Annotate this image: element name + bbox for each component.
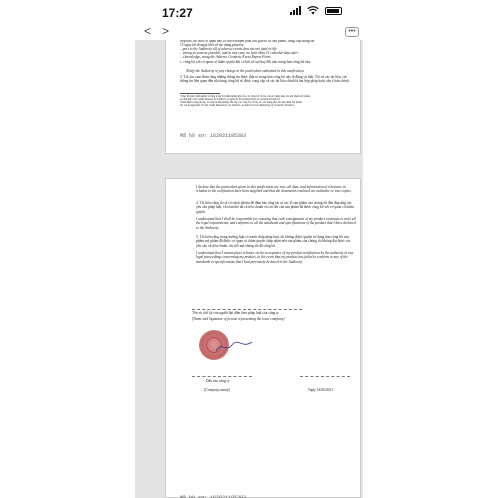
document-page-1 xyxy=(165,40,361,154)
battery-icon xyxy=(325,7,342,15)
page1-footnote1: ¹ Mục đã được định nghĩa về rằng trong Tài liệu hướng dẫn cho các công bố về báo cáo tác dụng phụ của sản phẩm mỹ phẩm. xyxy=(180,95,311,98)
page1-footnote2: As defined in the Guide Manual for Industry on Adverse Event Reporting of Cosmetics Products xyxy=(180,98,280,101)
page1-document-id: Mã hồ sơ: 162021185383 xyxy=(180,133,247,139)
wifi-icon xyxy=(307,6,319,15)
page1-text-line1: hợp nào, thì mỗi cơ quan này có trách nhiệm phải lưu giữ hồ sơ sản phẩm, cung cấp thông tin xyxy=(180,40,315,43)
page2-item-5-en: I understand that I cannot place reliance on the acceptance of my product notification by the authority in any legal proceedings concerning my product, in the event that my product has failed to conform to any of the standards or specifications that I had previously declared to the Authority. xyxy=(196,251,354,264)
status-icons xyxy=(290,6,342,15)
signer-label-vi: Tên và chữ ký của người đại diện theo pháp luật của công ty xyxy=(192,311,279,315)
page1-footnote3: ² Định hiện trong phụ lục I trong tài liệu hướng dẫn cho các công bố về báo cáo tác dụng phụ của sản phẩm mỹ phẩm. xyxy=(180,101,303,104)
page2-item-4: 4. Tôi hiểu rằng tôi sẽ có trách nhiệm để đảm bảo rằng tất cả các lô sản phẩm của chúng tôi đều đáp ứng các yêu cầu pháp luật, và toàn thể tất cả tiêu chuẩn và chi tiết của sản phẩm đã được công bố với cơ quan có thẩm quyền. xyxy=(196,201,354,214)
page1-text-line3: ...port to the Authority all of adverse events that are not fatal or life xyxy=(180,47,278,51)
stamp-label: Dấu của công ty xyxy=(206,379,230,383)
stamp-line xyxy=(192,376,252,377)
page1-text-line2: 15 ngày kể từ ngày biết về tác dụng phụ này. xyxy=(180,43,245,47)
page1-footnote4: Set out in Appendix I in the Guide Manual for the Industry on Adverse Event Reporting of Cosmetics Products xyxy=(180,104,295,107)
document-page-2 xyxy=(165,178,361,498)
page2-document-id: Mã hồ sơ: 162021185383 xyxy=(180,495,247,498)
page2-declaration-en: I declare that the particulars given in this notification are true, all data, and information of relevance in relation to the notification have been supplied and that the documents enclosed are authentic or true copies. xyxy=(196,185,352,194)
footnote-divider xyxy=(180,93,220,94)
page1-text-line5: ...t knowledge, using the Adverse Cosmetic Event Report Form; xyxy=(180,55,272,59)
document-viewer[interactable] xyxy=(135,40,363,498)
page1-item-c-en: Notify the Authority of any change in the particulars submitted in this notification. xyxy=(186,69,305,73)
page2-item-4-en: I understand that I shall be responsible for ensuring that each consignment of my product continues to meet all the legal requirements, and conforms to all the standards and specifications of the product that I have declared to the Authority. xyxy=(196,217,356,230)
date-line xyxy=(300,376,350,377)
page1-item-3: 3. Tôi xin cam đoan rằng những thông tin được đưa ra trong bản công bố này là đúng sự thật. Tôi và các tài liệu, các thông tin liên quan đến nội dung công bố sẽ được cung cấp và các tài liệu chính là hai hợp pháp hoặc sẵn ý bản chính. xyxy=(180,75,350,84)
page2-item-5: 5. Tôi hiểu rằng trong trường hợp có tranh chấp pháp luật, tôi không được quyền sử dụng bản công bố sản phẩm mỹ phẩm đã được cơ quan có thẩm quyền chấp nhận nếu sản phẩm của chúng tôi không đạt được các yêu cầu về tiêu chuẩn, chi tiết mà chúng tôi đã công bố. xyxy=(196,235,351,248)
signing-date: Ngày 14/06/2021 xyxy=(308,388,334,392)
more-options-button[interactable]: ••• xyxy=(345,27,359,37)
page1-text-line4: ...tening as soon as possible, and in any case, no later than 15 calendar days after xyxy=(180,51,299,55)
stamp-label-en: [Company stamp] xyxy=(204,388,231,392)
status-time: 17:27 xyxy=(162,6,193,20)
cellular-signal-icon xyxy=(290,6,301,15)
forward-button[interactable]: > xyxy=(162,24,170,38)
signature-image xyxy=(214,339,254,355)
status-bar xyxy=(0,0,498,22)
back-button[interactable]: < xyxy=(144,24,152,38)
page1-item-c: c. công bố với cơ quan có thẩm quyền khi có bất cứ sự thay đổi nào trong bản công bố này. xyxy=(180,60,311,64)
signer-label-en: [Name and Signature of person representing the local company] xyxy=(192,317,285,321)
nav-bar xyxy=(135,24,363,40)
signer-line xyxy=(192,309,302,310)
